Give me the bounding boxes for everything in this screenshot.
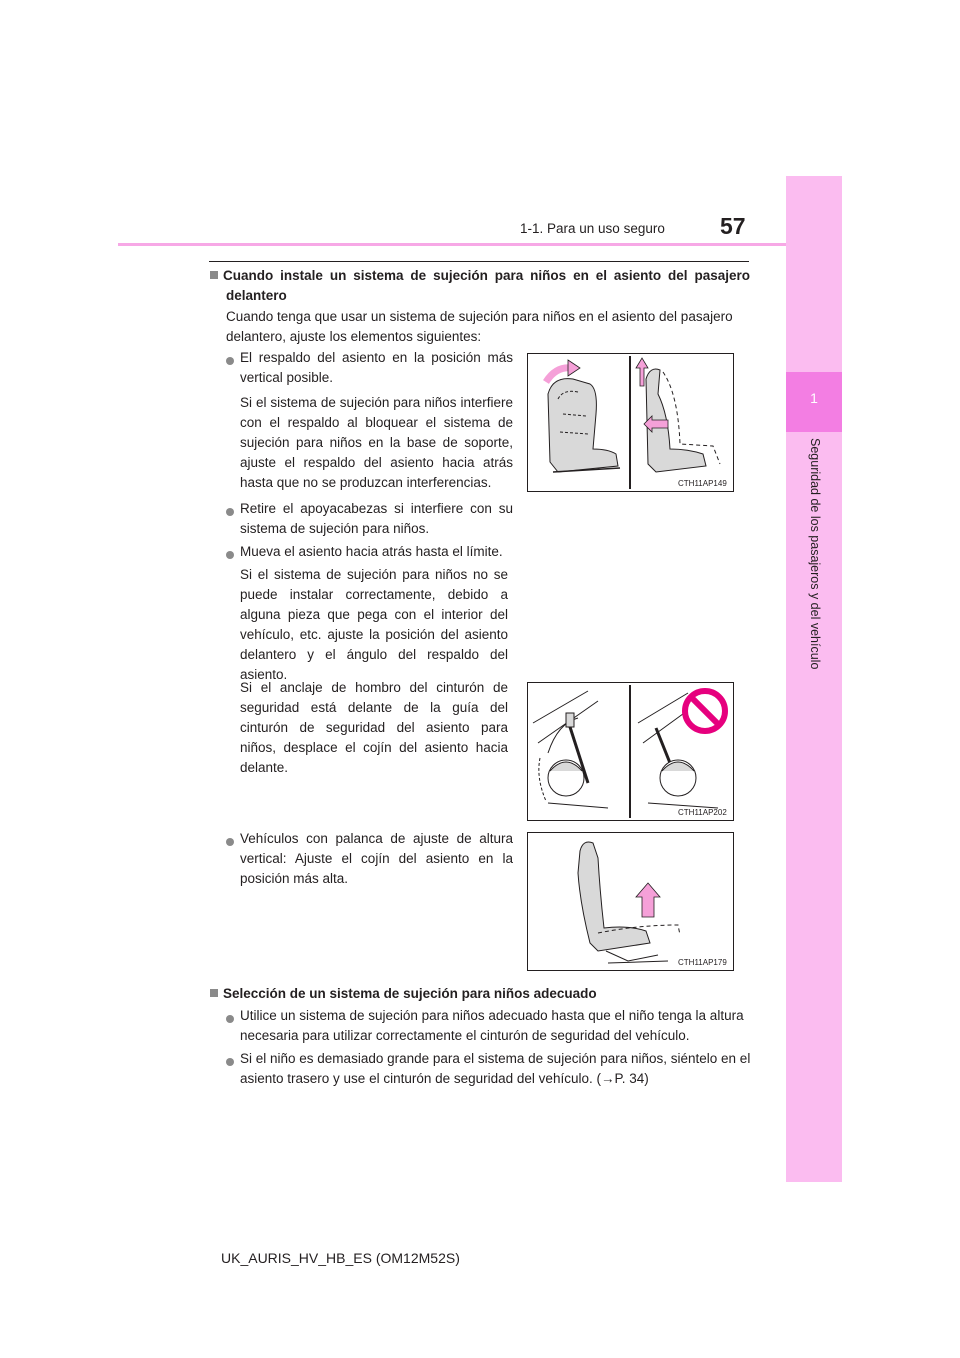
header-rule <box>118 243 786 246</box>
item1-text: El respaldo del asiento en la posición más vertical posible. <box>240 350 513 385</box>
chapter-label: Seguridad de los pasajeros y del vehículo <box>808 438 822 670</box>
chapter-number: 1 <box>810 390 818 406</box>
item1-note: Si el sistema de sujeción para niños interfiere con el respaldo al bloquear el sistema de sujeción para niños en la base de soporte, ajuste el respaldo del asiento hacia atrás hasta que no se produzcan interferencias. <box>240 395 513 490</box>
item3-text: Mueva el asiento hacia atrás hasta el límite. <box>240 544 503 559</box>
section1-heading: Cuando instale un sistema de sujeción para niños en el asiento del pasajero delantero <box>210 266 750 306</box>
figure-code: CTH11AP149 <box>678 479 727 488</box>
chapter-label-vertical <box>788 438 840 688</box>
bullet-dot-icon <box>226 1054 234 1072</box>
figure-seat-height <box>527 832 734 971</box>
square-bullet-icon <box>210 271 218 279</box>
item2-text: Retire el apoyacabezas si interfiere con su sistema de sujeción para niños. <box>240 501 513 536</box>
section1-intro: Cuando tenga que usar un sistema de sujeción para niños en el asiento del pasajero delantero, ajuste los elementos siguientes: <box>226 309 733 344</box>
seat-backrest-illustration <box>528 354 733 491</box>
item3-note2: Si el anclaje de hombro del cinturón de seguridad está delante de la guía del cinturón de seguridad del asiento para niños, desplace el cojín del asiento hacia delante. <box>240 680 508 775</box>
document-code: UK_AURIS_HV_HB_ES (OM12M52S) <box>221 1250 460 1266</box>
figure-child-belt <box>527 682 734 821</box>
bullet-dot-icon <box>226 547 234 565</box>
seat-height-illustration <box>528 833 733 970</box>
page-number: 57 <box>720 213 746 239</box>
item4-text: Vehículos con palanca de ajuste de altura vertical: Ajuste el cojín del asiento en la posición más alta. <box>240 831 513 886</box>
section2-item1: Utilice un sistema de sujeción para niños adecuado hasta que el niño tenga la altura necesaria para utilizar correctamente el cinturón de seguridad del vehículo. <box>240 1008 744 1043</box>
bullet-dot-icon <box>226 1011 234 1029</box>
bullet-dot-icon <box>226 834 234 852</box>
section2-item2: Si el niño es demasiado grande para el sistema de sujeción para niños, siéntelo en el asiento trasero y use el cinturón de seguridad del vehículo. (→P. 34) <box>240 1051 751 1086</box>
figure-code: CTH11AP202 <box>678 808 727 817</box>
section2-heading: Selección de un sistema de sujeción para niños adecuado <box>210 984 750 1004</box>
figure-code: CTH11AP179 <box>678 958 727 967</box>
square-bullet-icon <box>210 989 218 997</box>
child-belt-illustration <box>528 683 733 820</box>
content-rule <box>209 261 749 262</box>
bullet-dot-icon <box>226 504 234 522</box>
section-title: 1-1. Para un uso seguro <box>520 221 665 236</box>
figure-seat-backrest <box>527 353 734 492</box>
bullet-dot-icon <box>226 353 234 371</box>
item3-note: Si el sistema de sujeción para niños no se puede instalar correctamente, debido a alguna pieza que pega con el interior del vehículo, etc. ajuste la posición del asiento delantero y el ángulo del respaldo del asiento. <box>240 567 508 682</box>
